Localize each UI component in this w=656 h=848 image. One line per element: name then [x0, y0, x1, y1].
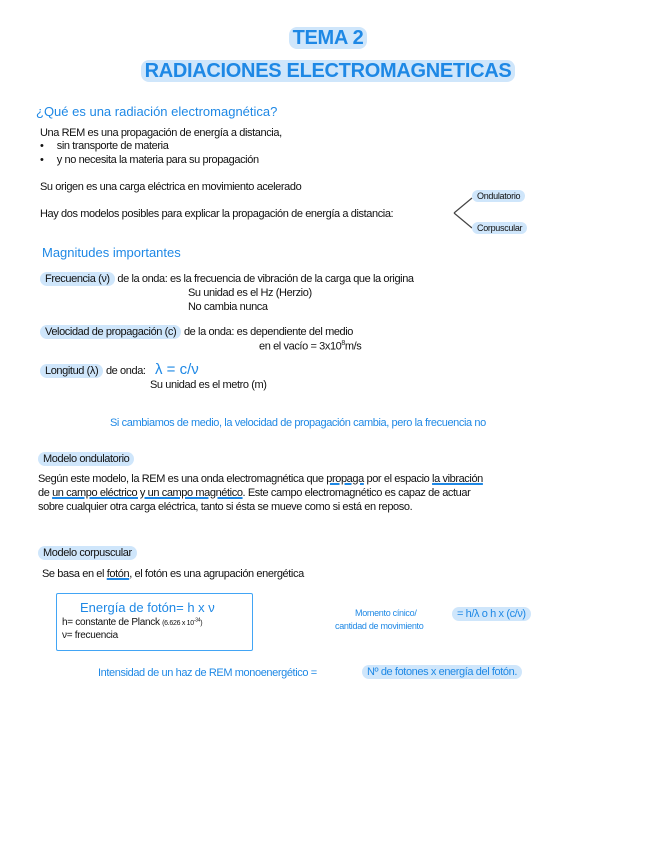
title-line1: TEMA 2 [0, 27, 656, 50]
frecuencia-line2: Su unidad es el Hz (Herzio) [188, 287, 312, 299]
frequency-note: Si cambiamos de medio, la velocidad de propagación cambia, pero la frecuencia no [110, 417, 486, 429]
definition-intro: Una REM es una propagación de energía a distancia, [40, 127, 282, 139]
frecuencia-line3: No cambia nunca [188, 301, 268, 313]
frecuencia-line1: Frecuencia (ν) de la onda: es la frecuencia de vibración de la carga que la origina [40, 273, 414, 285]
ondulatorio-para-line3: sobre cualquier otra carga eléctrica, tanto si ésta se mueve como si está en reposo. [38, 501, 413, 513]
model-option-corpuscular: Corpuscular [472, 222, 527, 234]
question-heading: ¿Qué es una radiación electromagnética? [36, 104, 278, 119]
corpuscular-text: Se basa en el fotón, el fotón es una agrupación energética [42, 568, 304, 580]
corpuscular-heading: Modelo corpuscular [38, 546, 137, 560]
longitud-line1: Longitud (λ) de onda: [40, 365, 146, 377]
intensidad-label: Intensidad de un haz de REM monoenergético = [98, 667, 317, 679]
frecuencia-label: Frecuencia (ν) [40, 272, 115, 286]
momento-formula: = h/λ o h x (c/ν) [452, 607, 531, 621]
models-text: Hay dos modelos posibles para explicar la propagación de energía a distancia: [40, 208, 394, 220]
definition-bullet-1: • sin transporte de materia [40, 140, 169, 152]
velocidad-label: Velocidad de propagación (c) [40, 325, 181, 339]
momento-label-2: cantidad de movimiento [335, 621, 424, 631]
origin-text: Su origen es una carga eléctrica en movimiento acelerado [40, 181, 302, 193]
definition-bullet-2: • y no necesita la materia para su propagación [40, 154, 259, 166]
ondulatorio-heading: Modelo ondulatorio [38, 452, 134, 466]
longitud-label: Longitud (λ) [40, 364, 103, 378]
energia-h-line: h= constante de Planck (6.626 x $10^{-34}$) [62, 617, 203, 628]
velocidad-line1: Velocidad de propagación (c) de la onda: es dependiente del medio [40, 326, 353, 338]
ondulatorio-para-line1: Según este modelo, la REM es una onda electromagnética que propaga por el espacio la vibración [38, 473, 483, 485]
title-line2: RADIACIONES ELECTROMAGNETICAS [0, 60, 656, 83]
ondulatorio-para-line2: de un campo eléctrico y un campo magnético. Este campo electromagnético es capaz de actuar [38, 487, 471, 499]
energia-nu-line: ν= frecuencia [62, 630, 118, 641]
magnitudes-heading: Magnitudes importantes [42, 245, 181, 260]
longitud-formula: λ = c/ν [155, 361, 199, 378]
model-option-ondulatorio: Ondulatorio [472, 190, 525, 202]
momento-label-1: Momento cínico/ [355, 608, 417, 618]
energia-title: Energía de fotón= h x ν [80, 600, 215, 615]
longitud-line2: Su unidad es el metro (m) [150, 379, 267, 391]
intensidad-value: Nº de fotones x energía del fotón. [362, 665, 522, 679]
velocidad-line2: en el vacío = $3x10^8m/s$ [259, 340, 362, 353]
